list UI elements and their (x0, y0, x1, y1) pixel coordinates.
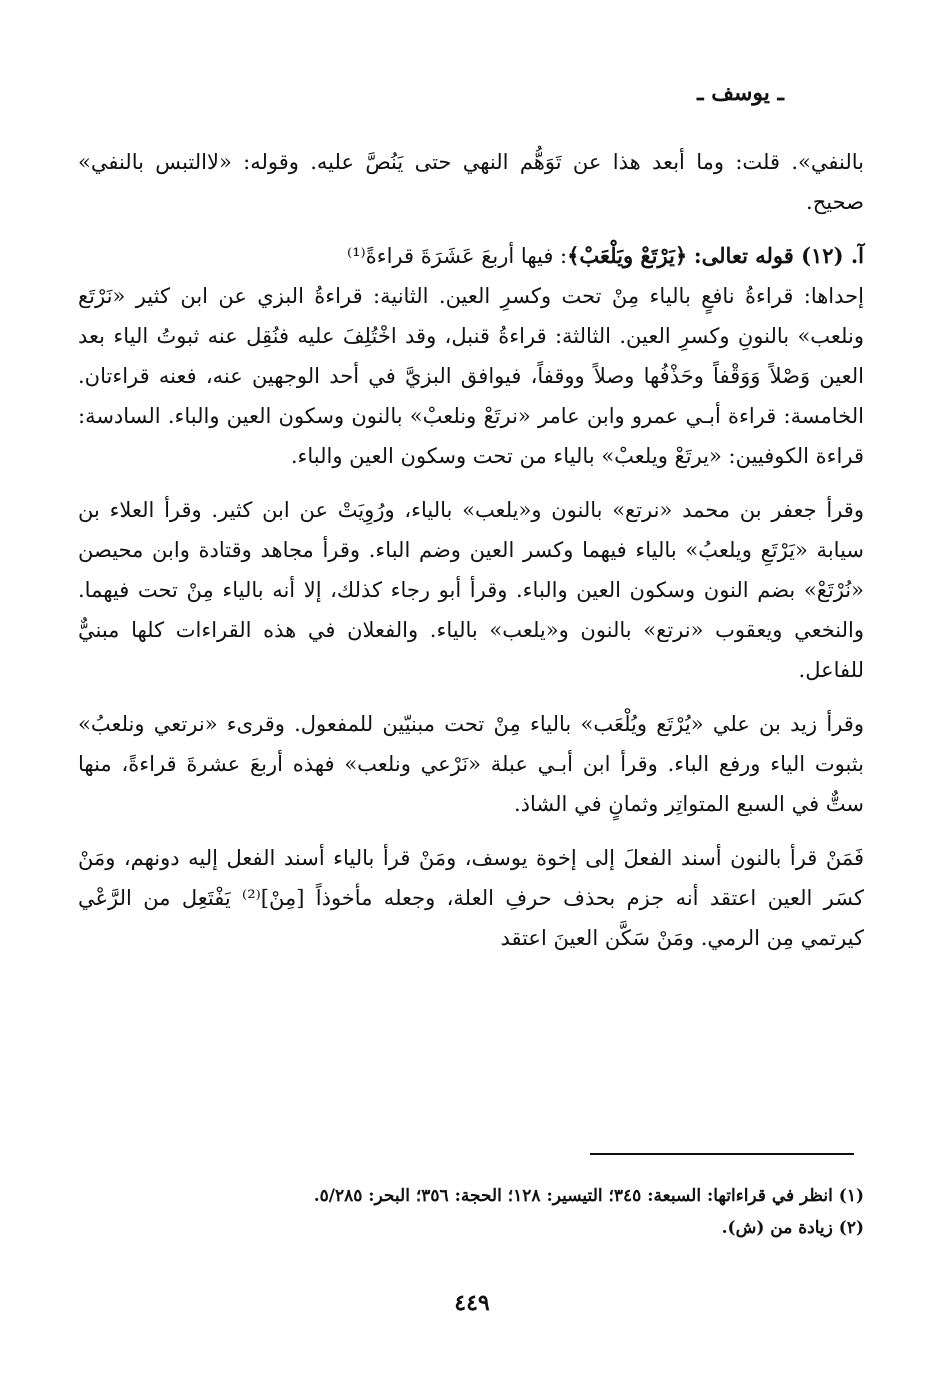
page-number: ٤٤٩ (454, 1290, 490, 1316)
paragraph-3: وقرأ جعفر بن محمد «نرتع» بالنون و«يلعب» بالياء، ورُوِيَتْ عن ابن كثير. وقرأ العلاء بن سيابة «يَرْتَعِ ويلعبُ» بالياء فيهما وكسر العين وضم الباء. وقرأ مجاهد وقتادة وابن محيصن «نُرْتَعْ» بضم النون وسكون العين والباء. وقرأ أبو رجاء كذلك، إلا أنه بالياء مِنْ تحت فيهما. والنخعي ويعقوب «نرتع» بالنون و«يلعب» بالياء. والفعلان في هذه القراءات كلها مبنيٌّ للفاعل. (78, 498, 864, 682)
heading-rest: : فيها أربعَ عَشَرَةَ قراءةً⁽¹⁾ (346, 244, 568, 268)
paragraph-2: إحداها: قراءةُ نافعٍ بالياء مِنْ تحت وكسرِ العين. الثانية: قراءةُ البزي عن ابن كثير «نَرْتَع ونلعب» بالنونِ وكسرِ العين. الثالثة: قراءةُ قنبل، وقد اخْتُلِفَ عليه فنُقِل عنه ثبوتُ الياء بعد العين وَصْلاً وَوَقْفاً وحَذْفُها وصلاً ووقفاً، فيوافق البزيَّ في أحد الوجهين عنه، فعنه قراءتان. الخامسة: قراءة أبـي عمرو وابن عامر «نرتَعْ ونلعبْ» بالنون وسكون العين والباء. السادسة: قراءة الكوفيين: «يرتَعْ ويلعبْ» بالياء من تحت وسكون العين والباء. (78, 284, 864, 468)
paragraph-4: وقرأ زيد بن علي «يُرْتَع ويُلْعَب» بالياء مِنْ تحت مبنيّين للمفعول. وقرىء «نرتعي ونلعبُ» بثبوت الياء ورفع الباء. وقرأ ابن أبـي عبلة «نَرْعي ونلعب» فهذه أربعَ عشرةَ قراءةً، منها ستٌّ في السبع المتواتِر وثمانٍ في الشاذ. (78, 712, 864, 816)
footnote-1: (١) انظر في قراءاتها: السبعة: ٣٤٥؛ التيسير: ١٢٨؛ الحجة: ٣٥٦؛ البحر: ٥/٢٨٥. (313, 1186, 864, 1206)
footnotes (78, 1180, 864, 1244)
main-text (78, 142, 864, 958)
paragraph-5: فَمَنْ قرأ بالنون أسند الفعلَ إلى إخوة يوسف، ومَنْ قرأ بالياء أسند الفعل إليه دونهم، ومَنْ كسَر العين اعتقد أنه جزم بحذف حرفِ العلة، وجعله مأخوذاً [مِنْ]⁽²⁾ يَفْتَعِل من الرَّعْي كيرتمي مِن الرمي. ومَنْ سَكَّن العينَ اعتقد (78, 846, 864, 950)
paragraph-1: بالنفي». قلت: وما أبعد هذا عن تَوَهُّم النهي حتى يَنُصَّ عليه. وقوله: «لاالتبس بالنفي» صحيح. (78, 150, 864, 214)
section-heading (78, 236, 864, 276)
footnote-2: (٢) زيادة من (ش). (721, 1218, 864, 1238)
heading-quote: ﴿يَرْتَعْ ويَلْعَبْ﴾ (567, 243, 688, 268)
footnote-divider (590, 1153, 854, 1155)
running-header: ـ يوسف ـ (697, 80, 784, 106)
heading-lead: آ. (١٢) قوله تعالى: (693, 243, 864, 268)
